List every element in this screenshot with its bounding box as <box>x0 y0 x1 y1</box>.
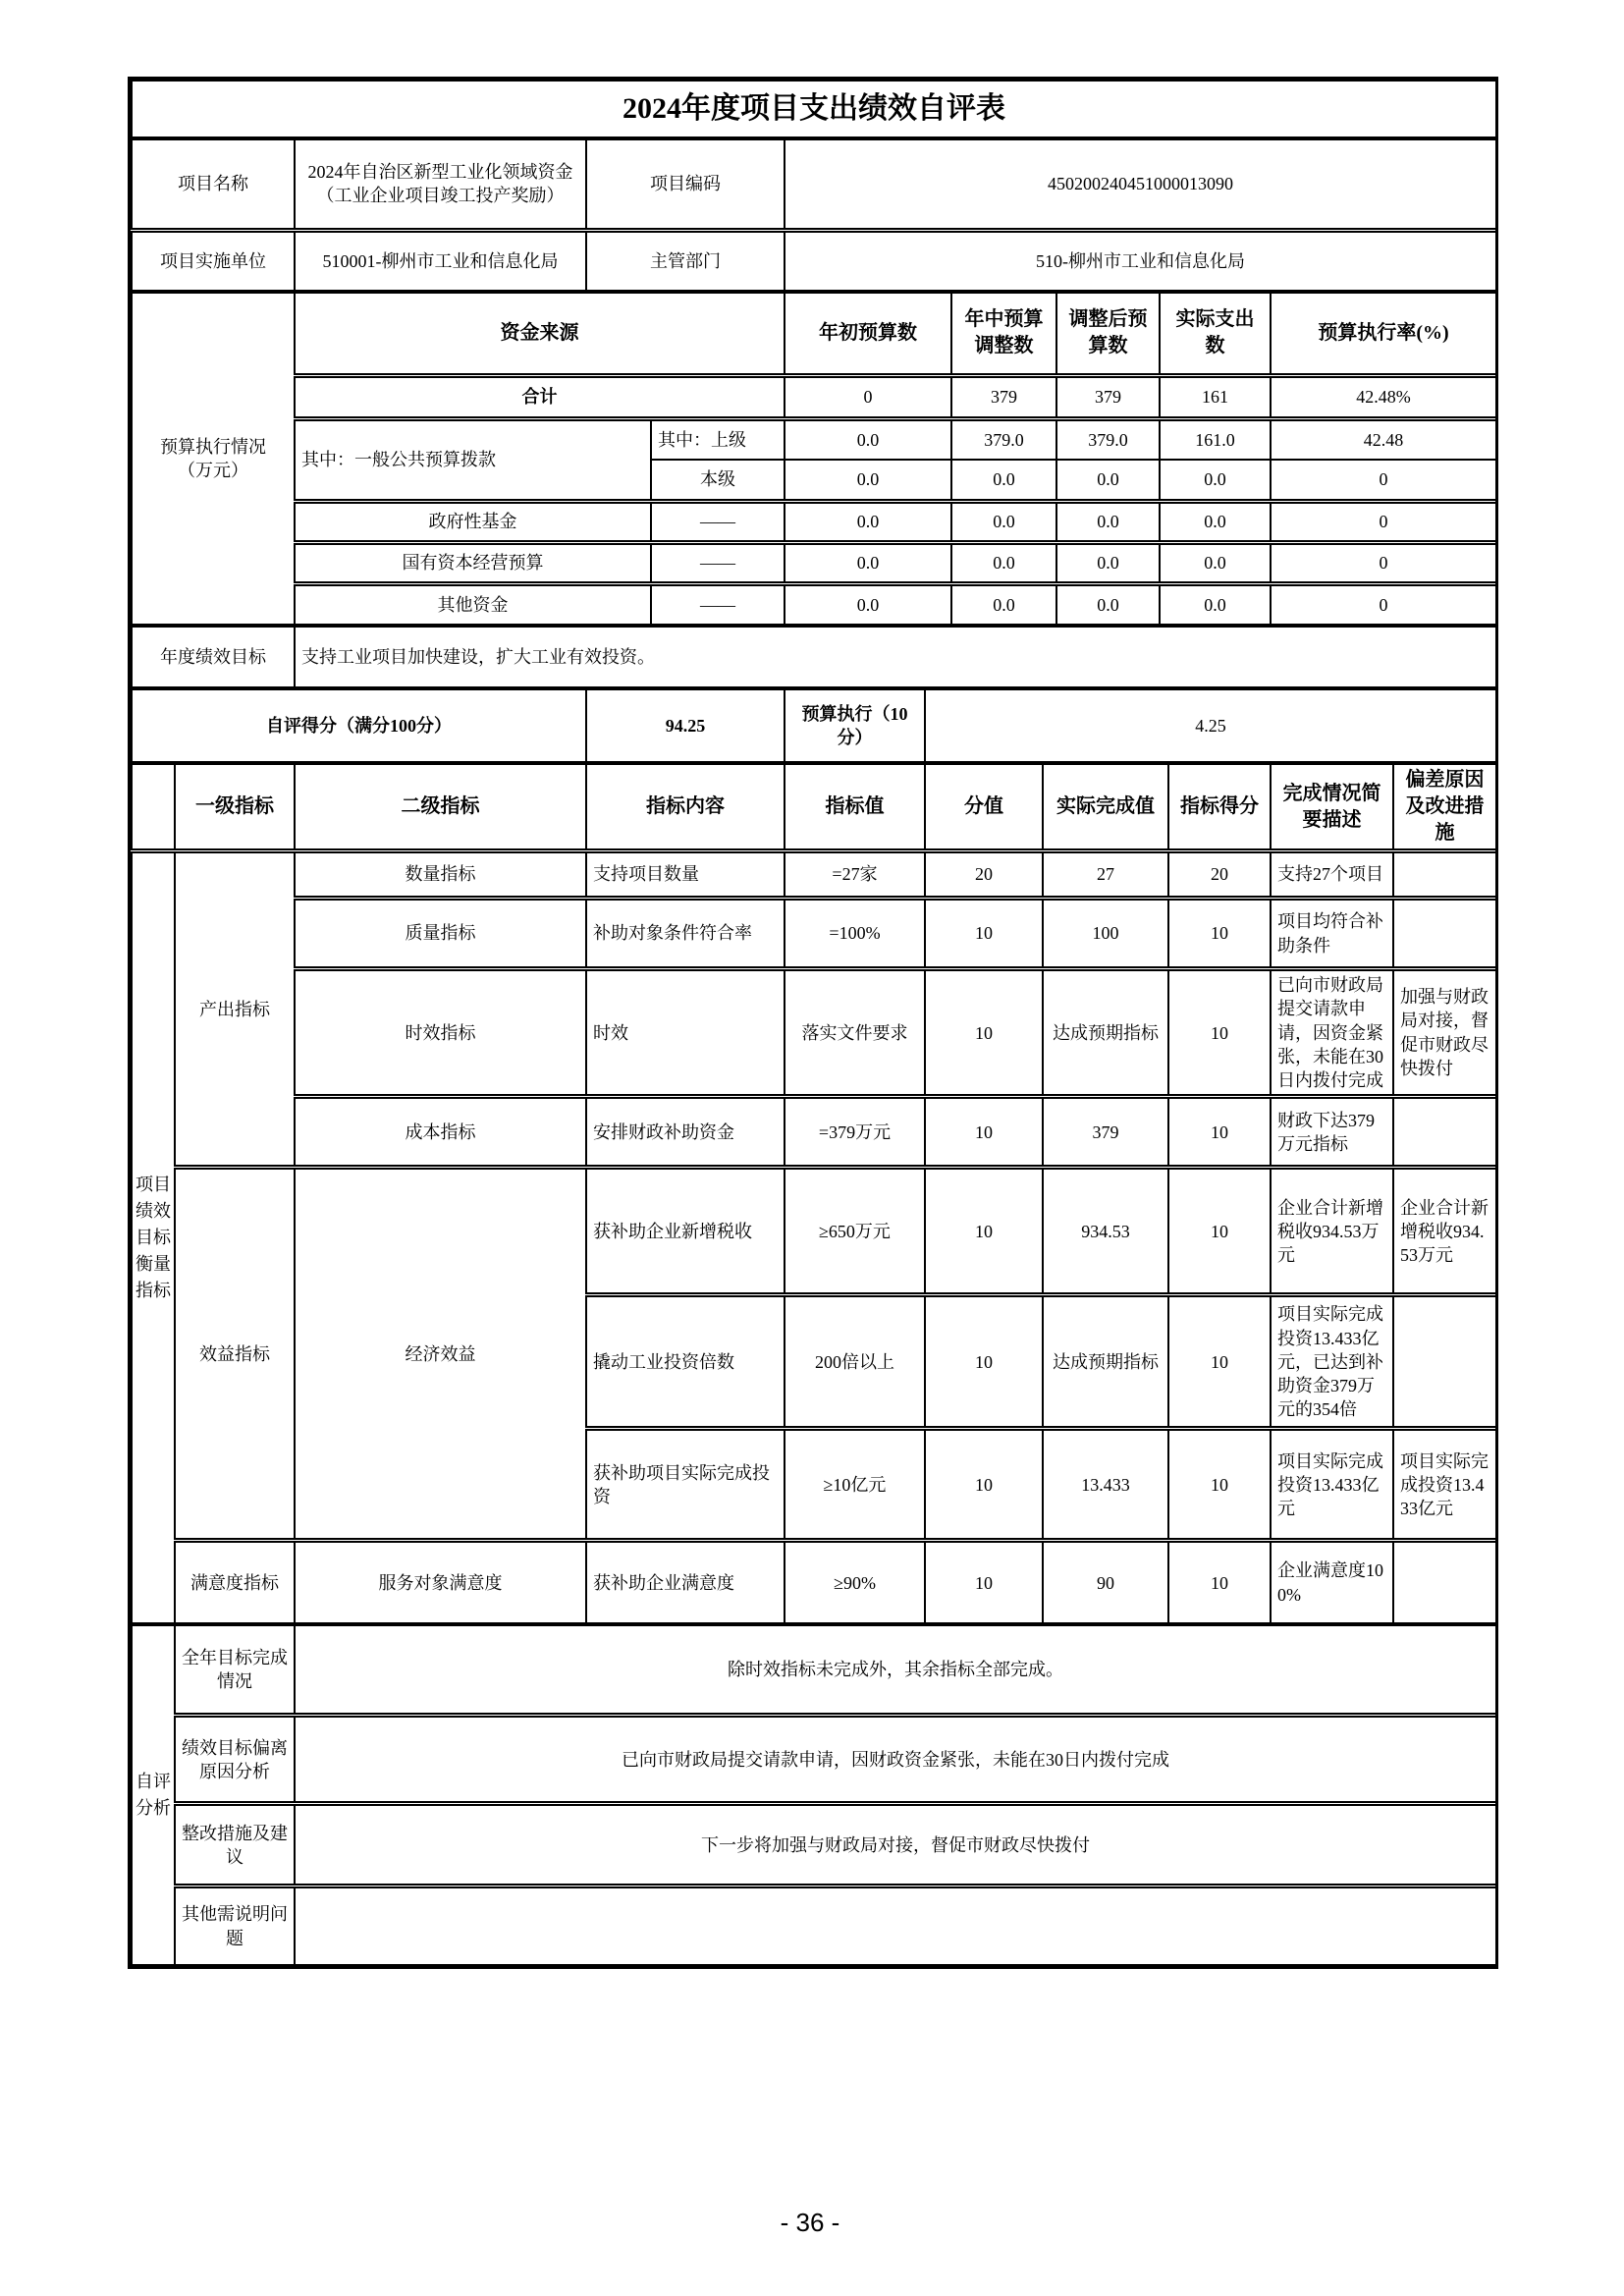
indicator-row-quality <box>132 899 1496 969</box>
completion-desc-header: 完成情况简要描述 <box>1271 764 1393 851</box>
budget-total-mid: 379 <box>951 375 1056 418</box>
target-cell: =27家 <box>785 851 925 899</box>
budget-exec-score-label: 预算执行（10分） <box>785 689 925 762</box>
actual-cell: 934.53 <box>1043 1168 1168 1295</box>
analysis-side-label: 自评分析 <box>132 1625 175 1965</box>
annual-goal-section <box>131 626 1497 688</box>
budget-state-capital-actual: 0.0 <box>1160 542 1271 583</box>
indicators-section <box>131 763 1497 1624</box>
target-cell: 落实文件要求 <box>785 969 925 1097</box>
budget-state-capital-rate: 0 <box>1271 542 1496 583</box>
deviation-cell <box>1393 1295 1496 1429</box>
budget-total-actual: 161 <box>1160 375 1271 418</box>
completion-desc-cell: 项目实际完成投资13.433亿元，已达到补助资金379万元的354倍 <box>1271 1295 1393 1429</box>
level1-benefit: 效益指标 <box>175 1168 295 1541</box>
budget-general-upper-row <box>132 418 1496 460</box>
budget-gov-fund-initial: 0.0 <box>785 501 951 542</box>
analysis-other-label: 其他需说明问题 <box>175 1886 295 1965</box>
project-name-label: 项目名称 <box>132 139 295 230</box>
points-cell: 10 <box>925 1295 1043 1429</box>
content-cell: 安排财政补助资金 <box>586 1097 785 1168</box>
analysis-row-rectify <box>132 1804 1496 1886</box>
content-cell: 时效 <box>586 969 785 1097</box>
budget-gov-fund-actual: 0.0 <box>1160 501 1271 542</box>
target-cell: 200倍以上 <box>785 1295 925 1429</box>
budget-upper-label: 其中：上级 <box>651 418 785 460</box>
title-section <box>131 80 1497 138</box>
deviation-cell: 项目实际完成投资13.433亿元 <box>1393 1429 1496 1541</box>
annual-goal-label: 年度绩效目标 <box>132 627 295 687</box>
points-cell: 10 <box>925 1168 1043 1295</box>
level1-satisfaction: 满意度指标 <box>175 1541 295 1623</box>
budget-state-capital-adjusted: 0.0 <box>1056 542 1160 583</box>
project-code-label: 项目编码 <box>586 139 785 230</box>
analysis-completion-value: 除时效指标未完成外，其余指标全部完成。 <box>295 1625 1496 1716</box>
level2-economic: 经济效益 <box>295 1168 586 1541</box>
completion-desc-cell: 支持27个项目 <box>1271 851 1393 899</box>
level2-cell: 时效指标 <box>295 969 586 1097</box>
indicator-row-cost <box>132 1097 1496 1168</box>
target-cell: ≥90% <box>785 1541 925 1623</box>
score-section <box>131 688 1497 763</box>
analysis-completion-label: 全年目标完成情况 <box>175 1625 295 1716</box>
deviation-cell <box>1393 1541 1496 1623</box>
budget-gov-fund-adjusted: 0.0 <box>1056 501 1160 542</box>
self-score-value: 94.25 <box>586 689 785 762</box>
indicators-side-label: 项目绩效目标衡量指标 <box>132 851 175 1623</box>
budget-other-rate: 0 <box>1271 583 1496 625</box>
actual-cell: 达成预期指标 <box>1043 1295 1168 1429</box>
budget-total-row <box>132 375 1496 418</box>
actual-cell: 90 <box>1043 1541 1168 1623</box>
budget-other-actual: 0.0 <box>1160 583 1271 625</box>
budget-upper-actual: 161.0 <box>1160 418 1271 460</box>
got-points-cell: 10 <box>1168 1295 1271 1429</box>
budget-total-adjusted: 379 <box>1056 375 1160 418</box>
analysis-row-deviation <box>132 1716 1496 1804</box>
indicator-row-quantity <box>132 851 1496 899</box>
project-name-value: 2024年自治区新型工业化领域资金（工业企业项目竣工投产奖励） <box>295 139 586 230</box>
analysis-deviation-label: 绩效目标偏离原因分析 <box>175 1716 295 1804</box>
analysis-section <box>131 1624 1497 1966</box>
budget-local-mid: 0.0 <box>951 460 1056 501</box>
content-cell: 补助对象条件符合率 <box>586 899 785 969</box>
budget-gov-fund-dash: —— <box>651 501 785 542</box>
self-evaluation-form <box>128 77 1498 1969</box>
deviation-cell <box>1393 899 1496 969</box>
budget-gov-fund-rate: 0 <box>1271 501 1496 542</box>
implement-unit-label: 项目实施单位 <box>132 230 295 291</box>
content-cell: 获补助企业满意度 <box>586 1541 785 1623</box>
budget-upper-mid: 379.0 <box>951 418 1056 460</box>
completion-desc-cell: 已向市财政局提交请款申请，因资金紧张，未能在30日内拨付完成 <box>1271 969 1393 1097</box>
budget-total-label: 合计 <box>295 375 785 418</box>
target-header: 指标值 <box>785 764 925 851</box>
budget-exec-score-value: 4.25 <box>925 689 1496 762</box>
analysis-row-completion <box>132 1625 1496 1716</box>
got-points-cell: 20 <box>1168 851 1271 899</box>
budget-gov-fund-mid: 0.0 <box>951 501 1056 542</box>
analysis-row-other <box>132 1886 1496 1965</box>
budget-state-capital-row <box>132 542 1496 583</box>
mid-year-adjust-header: 年中预算调整数 <box>951 293 1056 375</box>
points-cell: 10 <box>925 1097 1043 1168</box>
got-points-cell: 10 <box>1168 969 1271 1097</box>
got-points-cell: 10 <box>1168 1097 1271 1168</box>
target-cell: ≥650万元 <box>785 1168 925 1295</box>
implement-unit-value: 510001-柳州市工业和信息化局 <box>295 230 586 291</box>
budget-state-capital-dash: —— <box>651 542 785 583</box>
page-title: 2024年度项目支出绩效自评表 <box>132 81 1496 137</box>
actual-cell: 100 <box>1043 899 1168 969</box>
completion-desc-cell: 项目均符合补助条件 <box>1271 899 1393 969</box>
analysis-deviation-value: 已向市财政局提交请款申请，因财政资金紧张，未能在30日内拨付完成 <box>295 1716 1496 1804</box>
actual-cell: 达成预期指标 <box>1043 969 1168 1097</box>
page-number: - 36 - <box>780 2208 840 2237</box>
target-cell: =100% <box>785 899 925 969</box>
level1-header: 一级指标 <box>175 764 295 851</box>
execution-rate-header: 预算执行率(%) <box>1271 293 1496 375</box>
budget-other-dash: —— <box>651 583 785 625</box>
budget-upper-initial: 0.0 <box>785 418 951 460</box>
content-cell: 获补助项目实际完成投资 <box>586 1429 785 1541</box>
deviation-cell <box>1393 1097 1496 1168</box>
budget-other-adjusted: 0.0 <box>1056 583 1160 625</box>
got-points-header: 指标得分 <box>1168 764 1271 851</box>
points-cell: 10 <box>925 1429 1043 1541</box>
deviation-header: 偏差原因及改进措施 <box>1393 764 1496 851</box>
budget-gov-fund-label: 政府性基金 <box>295 501 651 542</box>
indicator-corner-cell <box>132 764 175 851</box>
budget-state-capital-mid: 0.0 <box>951 542 1056 583</box>
budget-section <box>131 292 1497 626</box>
actual-cell: 13.433 <box>1043 1429 1168 1541</box>
points-cell: 10 <box>925 899 1043 969</box>
analysis-rectify-label: 整改措施及建议 <box>175 1804 295 1886</box>
budget-other-initial: 0.0 <box>785 583 951 625</box>
budget-total-initial: 0 <box>785 375 951 418</box>
target-cell: =379万元 <box>785 1097 925 1168</box>
budget-other-label: 其他资金 <box>295 583 651 625</box>
deviation-cell: 加强与财政局对接，督促市财政尽快拨付 <box>1393 969 1496 1097</box>
level2-header: 二级指标 <box>295 764 586 851</box>
info-section <box>131 138 1497 292</box>
deviation-cell: 企业合计新增税收934.53万元 <box>1393 1168 1496 1295</box>
points-cell: 10 <box>925 1541 1043 1623</box>
budget-section-label: 预算执行情况（万元） <box>132 293 295 625</box>
supervisor-dept-label: 主管部门 <box>586 230 785 291</box>
budget-state-capital-label: 国有资本经营预算 <box>295 542 651 583</box>
supervisor-dept-value: 510-柳州市工业和信息化局 <box>785 230 1496 291</box>
budget-other-mid: 0.0 <box>951 583 1056 625</box>
level2-cell: 服务对象满意度 <box>295 1541 586 1623</box>
budget-upper-rate: 42.48 <box>1271 418 1496 460</box>
content-cell: 支持项目数量 <box>586 851 785 899</box>
indicator-row-satisfaction <box>132 1541 1496 1623</box>
budget-other-row <box>132 583 1496 625</box>
analysis-other-value <box>295 1886 1496 1965</box>
completion-desc-cell: 企业合计新增税收934.53万元 <box>1271 1168 1393 1295</box>
level2-cell: 数量指标 <box>295 851 586 899</box>
content-cell: 撬动工业投资倍数 <box>586 1295 785 1429</box>
budget-local-rate: 0 <box>1271 460 1496 501</box>
budget-gov-fund-row <box>132 501 1496 542</box>
got-points-cell: 10 <box>1168 1168 1271 1295</box>
analysis-rectify-value: 下一步将加强与财政局对接，督促市财政尽快拨付 <box>295 1804 1496 1886</box>
indicator-row-tax <box>132 1168 1496 1295</box>
budget-local-initial: 0.0 <box>785 460 951 501</box>
completion-desc-cell: 企业满意度100% <box>1271 1541 1393 1623</box>
budget-general-label: 其中：一般公共预算拨款 <box>295 418 651 501</box>
completion-desc-cell: 项目实际完成投资13.433亿元 <box>1271 1429 1393 1541</box>
level2-cell: 成本指标 <box>295 1097 586 1168</box>
budget-local-actual: 0.0 <box>1160 460 1271 501</box>
deviation-cell <box>1393 851 1496 899</box>
indicator-row-timeliness <box>132 969 1496 1097</box>
level2-cell: 质量指标 <box>295 899 586 969</box>
target-cell: ≥10亿元 <box>785 1429 925 1541</box>
points-header: 分值 <box>925 764 1043 851</box>
level1-output: 产出指标 <box>175 851 295 1168</box>
got-points-cell: 10 <box>1168 1541 1271 1623</box>
budget-local-adjusted: 0.0 <box>1056 460 1160 501</box>
budget-local-label: 本级 <box>651 460 785 501</box>
actual-header: 实际完成值 <box>1043 764 1168 851</box>
actual-spend-header: 实际支出数 <box>1160 293 1271 375</box>
project-code-value: 450200240451000013090 <box>785 139 1496 230</box>
content-cell: 获补助企业新增税收 <box>586 1168 785 1295</box>
got-points-cell: 10 <box>1168 899 1271 969</box>
points-cell: 20 <box>925 851 1043 899</box>
budget-upper-adjusted: 379.0 <box>1056 418 1160 460</box>
funding-source-header: 资金来源 <box>295 293 785 375</box>
points-cell: 10 <box>925 969 1043 1097</box>
budget-total-rate: 42.48% <box>1271 375 1496 418</box>
budget-state-capital-initial: 0.0 <box>785 542 951 583</box>
adjusted-budget-header: 调整后预算数 <box>1056 293 1160 375</box>
actual-cell: 379 <box>1043 1097 1168 1168</box>
initial-budget-header: 年初预算数 <box>785 293 951 375</box>
got-points-cell: 10 <box>1168 1429 1271 1541</box>
annual-goal-value: 支持工业项目加快建设，扩大工业有效投资。 <box>295 627 1496 687</box>
self-score-label: 自评得分（满分100分） <box>132 689 586 762</box>
completion-desc-cell: 财政下达379万元指标 <box>1271 1097 1393 1168</box>
actual-cell: 27 <box>1043 851 1168 899</box>
content-header: 指标内容 <box>586 764 785 851</box>
